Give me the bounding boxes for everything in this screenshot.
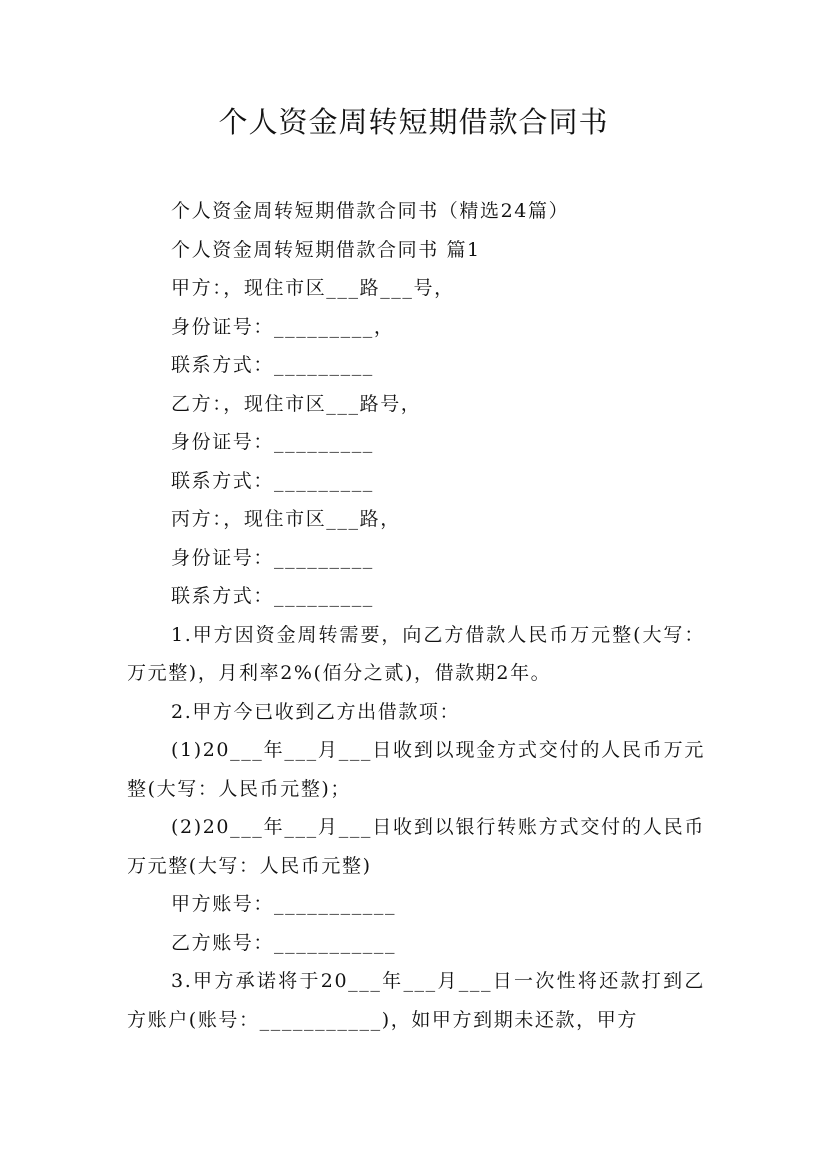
- paragraph-clause-2-item-2: (2)20___年___月___日收到以银行转账方式交付的人民币万元整(大写：人民币元整): [127, 816, 705, 877]
- document-title: 个人资金周转短期借款合同书: [218, 105, 609, 139]
- paragraph-party-c-id: 身份证号：_________: [171, 546, 374, 569]
- paragraph-party-b-address: 乙方：，现住市区___路号，: [171, 392, 422, 415]
- paragraph-clause-3: 3.甲方承诺将于20___年___月___日一次性将还款打到乙方账户(账号：___________)，如甲方到期未还款，甲方: [127, 970, 705, 1031]
- paragraph-section-heading: 个人资金周转短期借款合同书 篇1: [171, 238, 481, 261]
- paragraph-party-c-address: 丙方：，现住市区___路，: [171, 508, 401, 530]
- paragraph-clause-2-item-1: (1)20___年___月___日收到以现金方式交付的人民币万元整(大写：人民币元整)；: [127, 739, 705, 800]
- paragraph-party-b-contact: 联系方式：_________: [171, 469, 374, 492]
- document-body: [127, 192, 705, 1039]
- paragraph-party-a-account: 甲方账号：___________: [171, 893, 397, 915]
- paragraph-party-c-contact: 联系方式：_________: [171, 585, 374, 607]
- paragraph-clause-1: 1.甲方因资金周转需要，向乙方借款人民币万元整(大写：万元整)，月利率2%(佰分之贰)，借款期2年。: [127, 623, 705, 684]
- paragraph-party-a-address: 甲方：，现住市区___路___号，: [171, 277, 455, 299]
- paragraph-party-b-id: 身份证号：_________: [171, 431, 374, 453]
- paragraph-party-a-id: 身份证号：_________，: [171, 315, 395, 338]
- paragraph-subtitle: 个人资金周转短期借款合同书（精选24篇）: [171, 200, 570, 222]
- paragraph-party-b-account: 乙方账号：___________: [171, 931, 397, 954]
- paragraph-party-a-contact: 联系方式：_________: [171, 354, 374, 376]
- paragraph-clause-2: 2.甲方今已收到乙方出借款项：: [171, 700, 461, 723]
